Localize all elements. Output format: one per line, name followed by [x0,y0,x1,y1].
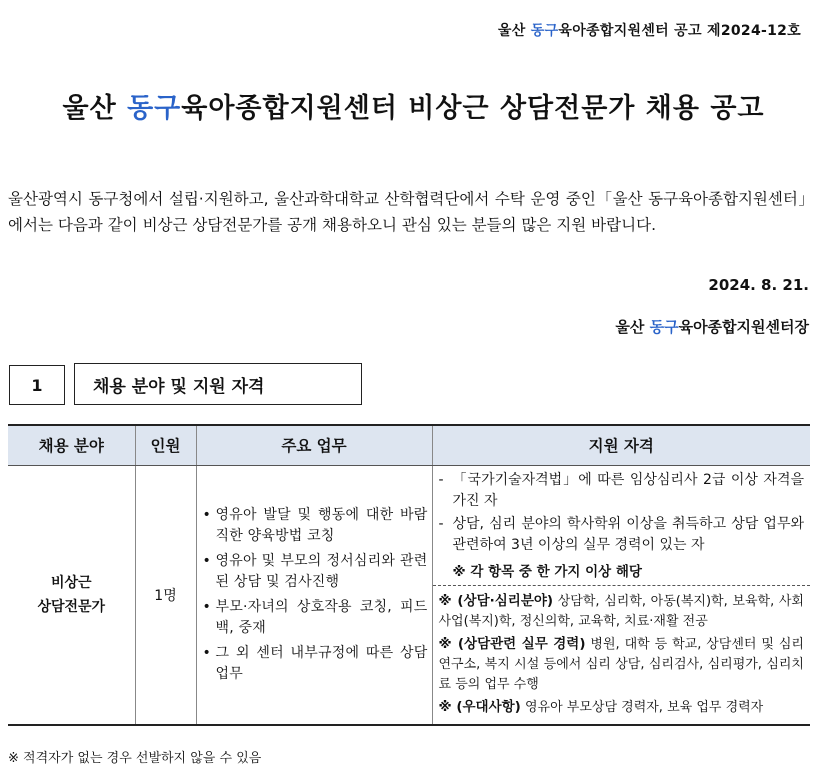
dash-icon: - [438,515,444,532]
header-duties: 주요 업무 [196,425,432,465]
count-cell: 1명 [135,465,196,725]
notice-prefix: 울산 [497,23,531,39]
field-line2: 상담전문가 [37,598,106,615]
qualification-details [433,586,811,724]
page-title [0,86,827,125]
field-line1: 비상근 [50,574,92,591]
table-header-row [8,425,810,465]
intro-paragraph: 울산광역시 동구청에서 설립·지원하고, 울산과학대학교 산학협력단에서 수탁 운영 중인「울산 동구육아종합지원센터」에서는 다음과 같이 비상근 상담전문가를 공개 채용하오니 관심 있는 분들의 많은 지원 바랍니다. [8,190,814,234]
qualification-note: ※ 각 항목 중 한 가지 이상 해당 [452,563,642,580]
header-qualifications: 지원 자격 [432,425,810,465]
table-row [8,465,810,725]
qualification-text: 「국가기술자격법」에 따른 임상심리사 2급 이상 자격을 가진 자 [452,471,804,509]
org-prefix: 울산 [615,318,650,336]
title-district: 동구 [127,93,182,124]
bullet-icon: • [202,644,211,661]
section-title: 채용 분야 및 지원 자격 [74,363,362,405]
bullet-icon: • [202,506,211,523]
duty-text: 영유아 발달 및 행동에 대한 바람직한 양육방법 코칭 [215,506,428,544]
duty-item [203,643,428,685]
notice-suffix: 육아종합지원센터 공고 제2024-12호 [558,23,801,39]
majors-note [439,591,805,632]
majors-text: 상담학, 심리학, 아동(복지)학, 보육학, 사회사업(복지)학, 정신의학, 교육학, 치료·재활 전공 [438,593,804,629]
preferred-text: 영유아 부모상담 경력자, 보육 업무 경력자 [520,699,764,715]
title-prefix: 울산 [62,93,128,124]
section-number: 1 [9,365,65,405]
org-district: 동구 [649,318,679,336]
qualification-list [433,466,811,586]
preferred-note [439,697,805,718]
recruitment-table [8,424,810,726]
experience-note [439,634,805,695]
preferred-label: ※ (우대사항) [438,698,521,715]
duty-item [203,505,428,547]
field-cell [8,465,135,725]
footer-note: ※ 적격자가 없는 경우 선발하지 않을 수 있음 [8,751,262,766]
duty-item [203,597,428,639]
experience-label: ※ (상담관련 실무 경력) [438,635,586,652]
bullet-icon: • [202,598,211,615]
org-suffix: 육아종합지원센터장 [678,318,809,336]
qualification-text: 상담, 심리 분야의 학사학위 이상을 취득하고 상담 업무와 관련하여 3년 이상의 실무 경력이 있는 자 [452,515,804,553]
notice-number [498,20,801,40]
duty-text: 부모·자녀의 상호작용 코칭, 피드백, 중재 [215,598,428,636]
qualification-item [439,514,805,556]
qualification-item [439,470,805,512]
title-suffix: 육아종합지원센터 비상근 상담전문가 채용 공고 [181,93,765,124]
duty-text: 영유아 및 부모의 정서심리와 관련된 상담 및 검사진행 [215,552,428,590]
experience-text: 병원, 대학 등 학교, 상담센터 및 심리 연구소, 복지 시설 등에서 심리 상담, 심리검사, 심리평가, 심리치료 등의 업무 수행 [438,636,804,692]
header-count: 인원 [135,425,196,465]
bullet-icon: • [202,552,211,569]
header-field: 채용 분야 [8,425,135,465]
notice-district: 동구 [530,23,559,39]
duty-item [203,551,428,593]
qualifications-cell [432,465,810,725]
duty-text: 그 외 센터 내부규정에 따른 상담업무 [215,644,428,682]
announcement-date: 2024. 8. 21. [708,276,809,294]
majors-label: ※ (상담·심리분야) [438,592,554,609]
dash-icon: - [438,471,444,488]
organization-signature [615,316,809,337]
duties-cell [196,465,432,725]
